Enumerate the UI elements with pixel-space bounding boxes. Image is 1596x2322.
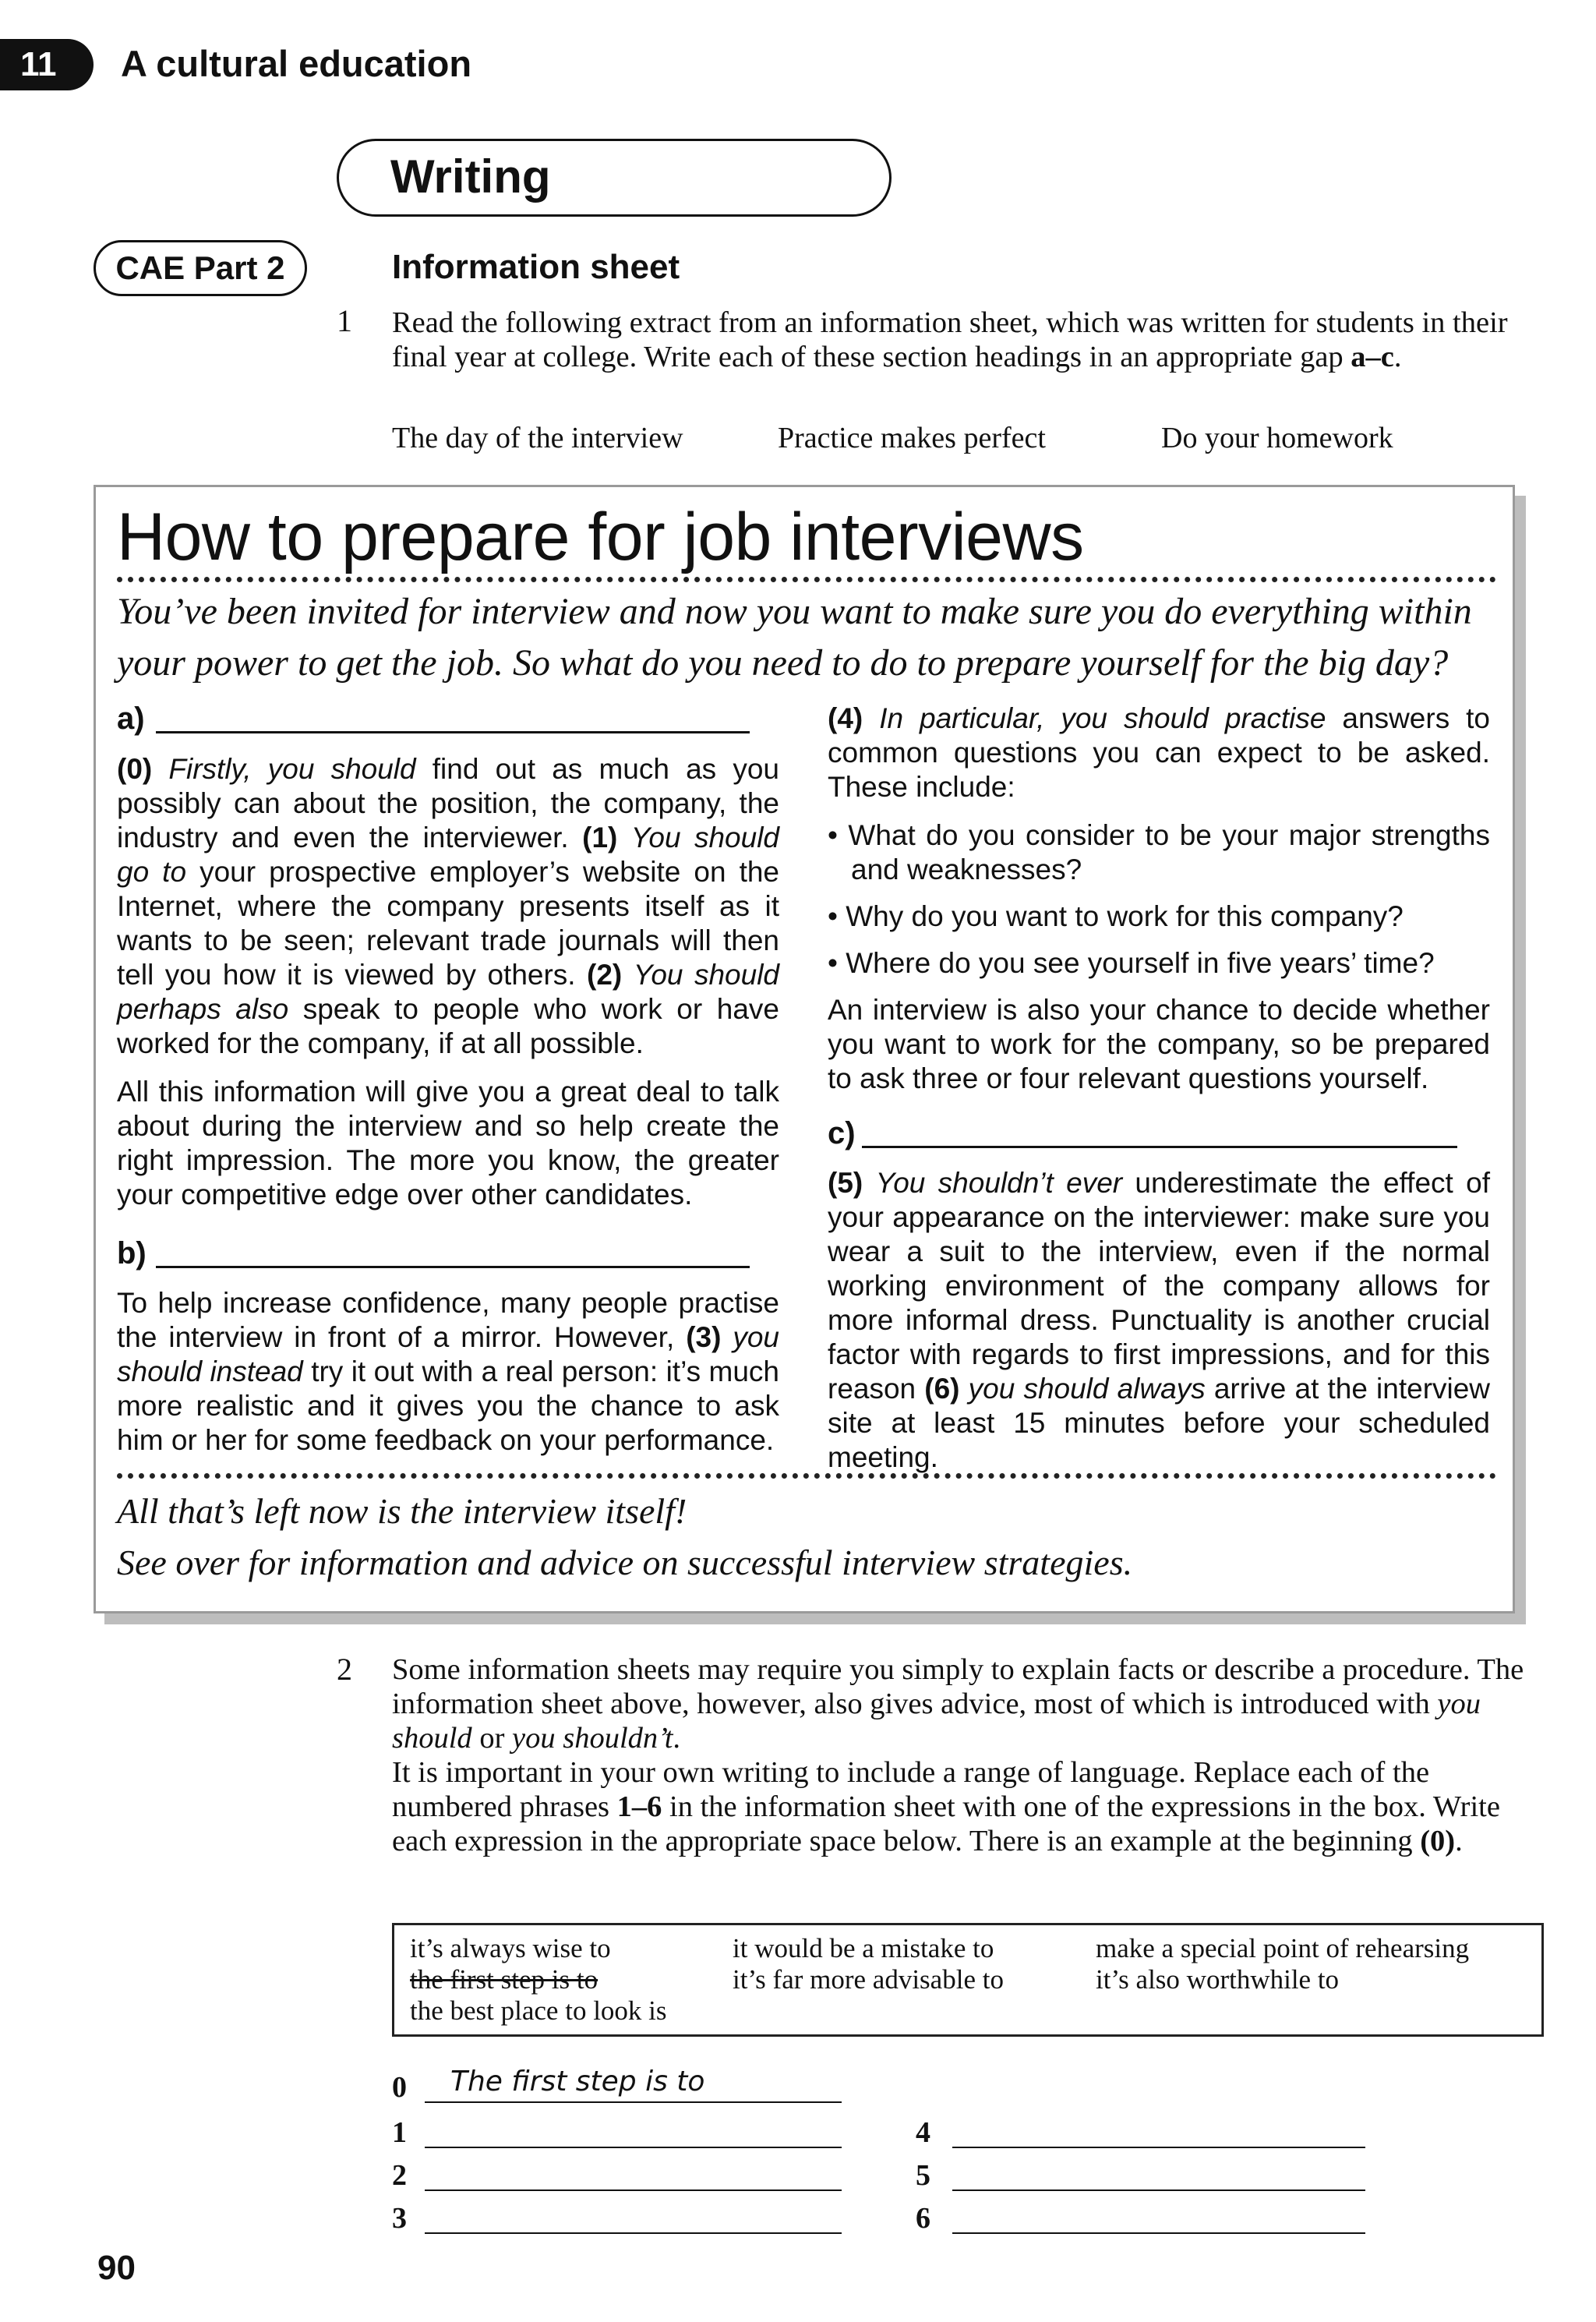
exercise-2-instructions: Some information sheets may require you simply to explain facts or describe a procedure. The information sheet above, however, also gives advice, most of which is introduced with you should or you shouldn’t. It is important in your own writing to include a range of language. Replace each of the numbered phrases 1–6 in the information sheet with one of the expressions in the box. Write each expression in the appropriate space below. There is an example at the beginning (0). bbox=[392, 1653, 1524, 1857]
answer-row-6 bbox=[916, 2197, 1368, 2235]
gap-a-row bbox=[117, 702, 779, 737]
gap-a-label: a) bbox=[117, 702, 145, 736]
left-column-text bbox=[117, 752, 779, 1226]
gap-a-answer-line[interactable] bbox=[156, 731, 750, 733]
expressions-box bbox=[392, 1923, 1544, 2037]
answer-row-0 bbox=[392, 2066, 844, 2105]
expression-option: it’s also worthwhile to bbox=[1096, 1964, 1340, 1995]
expression-option: it’s always wise to bbox=[410, 1933, 611, 1963]
answer-number: 5 bbox=[916, 2159, 930, 2192]
answer-number: 1 bbox=[392, 2116, 407, 2149]
gap-c-answer-line[interactable] bbox=[862, 1146, 1457, 1148]
bullet-item: • Where do you see yourself in five years’ time? bbox=[828, 947, 1435, 979]
answer-number: 6 bbox=[916, 2202, 930, 2235]
sheet-intro: You’ve been invited for interview and now you want to make sure you do everything within your power to get the job. So what do you need to do to prepare yourself for the big day? bbox=[117, 591, 1472, 684]
answer-row-3 bbox=[392, 2197, 844, 2235]
expressions-column-3 bbox=[1096, 1933, 1469, 1995]
gap-b-row bbox=[117, 1236, 779, 1271]
sheet-outro: All that’s left now is the interview itself! See over for information and advice on successful interview strategies. bbox=[117, 1491, 1133, 1582]
answer-number: 2 bbox=[392, 2159, 407, 2192]
answer-number: 3 bbox=[392, 2202, 407, 2235]
expression-option: it’s far more advisable to bbox=[733, 1964, 1004, 1995]
answer-row-2 bbox=[392, 2154, 844, 2193]
gap-b-answer-line[interactable] bbox=[156, 1266, 750, 1268]
exercise-1-number: 1 bbox=[337, 303, 352, 338]
heading-option-3: Do your homework bbox=[1161, 422, 1393, 454]
paragraph-a1: (0) Firstly, you should find out as much as you possibly can about the position, the company, the industry and even the interviewer. (1) You should go to your prospective employer’s website on the Internet, where the company presents itself as it wants to be seen; relevant trade journals will then tell you how it is viewed by others. (2) You should perhaps also speak to people who work or have worked for the company, if at all possible. bbox=[117, 753, 780, 1059]
exercise-2-number: 2 bbox=[337, 1652, 352, 1687]
expression-option: make a special point of rehearsing bbox=[1096, 1933, 1470, 1963]
gap-c-label: c) bbox=[828, 1116, 856, 1150]
heading-option-2: Practice makes perfect bbox=[778, 422, 1046, 454]
gap-b-label: b) bbox=[117, 1236, 147, 1271]
answer-row-4 bbox=[916, 2111, 1368, 2150]
expressions-column-1 bbox=[410, 1933, 667, 2027]
answer-line[interactable] bbox=[425, 2189, 842, 2191]
answer-row-5 bbox=[916, 2154, 1368, 2193]
answer-example-value: The first step is to bbox=[450, 2066, 705, 2098]
section-heading: Information sheet bbox=[392, 248, 680, 286]
answer-row-1 bbox=[392, 2111, 844, 2150]
answer-line[interactable] bbox=[952, 2189, 1365, 2191]
exercise-1-instructions: Read the following extract from an information sheet, which was written for students in their final year at college. Write each of these section headings in an appropriate gap a–c. bbox=[392, 306, 1508, 373]
page-number: 90 bbox=[97, 2249, 136, 2287]
bullet-item: • What do you consider to be your major strengths and weaknesses? bbox=[828, 819, 1490, 885]
answer-number: 4 bbox=[916, 2116, 930, 2149]
answer-line[interactable] bbox=[425, 2147, 842, 2148]
paragraph-a2: All this information will give you a great deal to talk about during the interview and so help create the right impression. The more you know, the greater your competitive edge over other candidates. bbox=[117, 1076, 779, 1210]
expression-option: it would be a mistake to bbox=[733, 1933, 994, 1963]
unit-title: A cultural education bbox=[121, 43, 472, 84]
answer-line[interactable] bbox=[952, 2147, 1365, 2148]
bullet-item: • Why do you want to work for this company? bbox=[828, 900, 1404, 932]
expression-option-used: the first step is to bbox=[410, 1964, 598, 1995]
answer-line[interactable] bbox=[425, 2101, 842, 2103]
expressions-column-2 bbox=[733, 1933, 1004, 1995]
top-dotted-rule bbox=[117, 577, 1496, 582]
gap-c-row bbox=[828, 1116, 1490, 1151]
paragraph-r1: (4) In particular, you should practise answers to common questions you can expect to be asked. These include: bbox=[828, 702, 1490, 803]
paragraph-c: (5) You shouldn’t ever underestimate the effect of your appearance on the interviewer: make sure you wear a suit to the interview, even if the normal working environment of the company allows for more informal dress. Punctuality is another crucial factor with regards to first impressions, and for this reason (6) you should always arrive at the interview site at least 15 minutes before your scheduled meeting. bbox=[828, 1167, 1491, 1473]
right-column-text bbox=[828, 702, 1490, 1110]
bottom-dotted-rule bbox=[117, 1473, 1496, 1479]
cae-part-label: CAE Part 2 bbox=[94, 240, 307, 296]
expression-option: the best place to look is bbox=[410, 1995, 667, 2026]
unit-number-badge: 11 bbox=[0, 39, 94, 90]
writing-section-label: Writing bbox=[337, 139, 892, 217]
answer-line[interactable] bbox=[952, 2232, 1365, 2234]
answer-number: 0 bbox=[392, 2071, 407, 2104]
sheet-title: How to prepare for job interviews bbox=[117, 500, 1084, 574]
heading-option-1: The day of the interview bbox=[392, 422, 683, 454]
answer-line[interactable] bbox=[425, 2232, 842, 2234]
paragraph-b: To help increase confidence, many people practise the interview in front of a mirror. However, (3) you should instead try it out with a real person: it’s much more realistic and it gives you the chance to ask him or her for some feedback on your performance. bbox=[117, 1287, 780, 1456]
paragraph-r2: An interview is also your chance to decide whether you want to work for the company, so be prepared to ask three or four relevant questions yourself. bbox=[828, 994, 1490, 1094]
